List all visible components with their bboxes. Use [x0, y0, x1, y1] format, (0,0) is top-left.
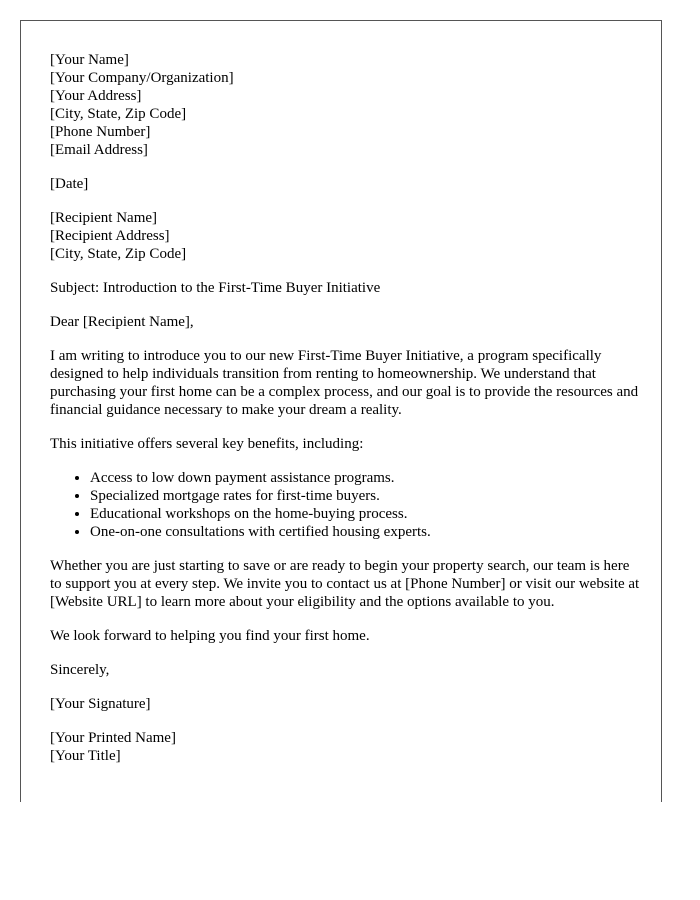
sender-phone: [Phone Number]	[50, 124, 151, 140]
intro-paragraph: I am writing to introduce you to our new First-Time Buyer Initiative, a program specifically designed to help individuals transition from renting to homeownership. We understand that purchasing your first home can be a complex process, and our goal is to provide the resources and financial guidance necessary to make your dream a reality.	[50, 348, 639, 418]
salutation: Dear [Recipient Name],	[50, 314, 194, 330]
invitation-paragraph: Whether you are just starting to save or are ready to begin your property search, our team is here to support you at every step. We invite you to contact us at [Phone Number] or visit our website at [Website URL] to learn more about your eligibility and the options available to you.	[50, 558, 640, 610]
sender-block	[50, 51, 640, 159]
benefits-intro: This initiative offers several key benefits, including:	[50, 436, 364, 452]
subject-line: Subject: Introduction to the First-Time Buyer Initiative	[50, 280, 381, 296]
benefit-item: • Specialized mortgage rates for first-time buyers.	[90, 487, 640, 505]
sender-address: [Your Address]	[50, 88, 142, 104]
sender-name: [Your Name]	[50, 52, 129, 68]
recipient-block	[50, 209, 640, 263]
recipient-address: [Recipient Address]	[50, 228, 170, 244]
signer-title: [Your Title]	[50, 748, 121, 764]
closing: Sincerely,	[50, 662, 110, 678]
letter-page	[20, 20, 662, 802]
closing-line: We look forward to helping you find your first home.	[50, 628, 370, 644]
letter-date: [Date]	[50, 176, 89, 192]
letter-content	[50, 51, 640, 781]
sender-email: [Email Address]	[50, 142, 148, 158]
signature: [Your Signature]	[50, 696, 151, 712]
benefit-item: • One-on-one consultations with certified housing experts.	[90, 523, 640, 541]
recipient-name: [Recipient Name]	[50, 210, 158, 226]
printed-name: [Your Printed Name]	[50, 730, 176, 746]
sender-company: [Your Company/Organization]	[50, 70, 234, 86]
benefits-list	[50, 469, 640, 541]
recipient-city-state-zip: [City, State, Zip Code]	[50, 246, 187, 262]
date-block	[50, 175, 640, 193]
benefit-item: • Educational workshops on the home-buying process.	[90, 505, 640, 523]
benefit-item: • Access to low down payment assistance programs.	[90, 469, 640, 487]
sender-city-state-zip: [City, State, Zip Code]	[50, 106, 187, 122]
signoff-block	[50, 729, 640, 765]
